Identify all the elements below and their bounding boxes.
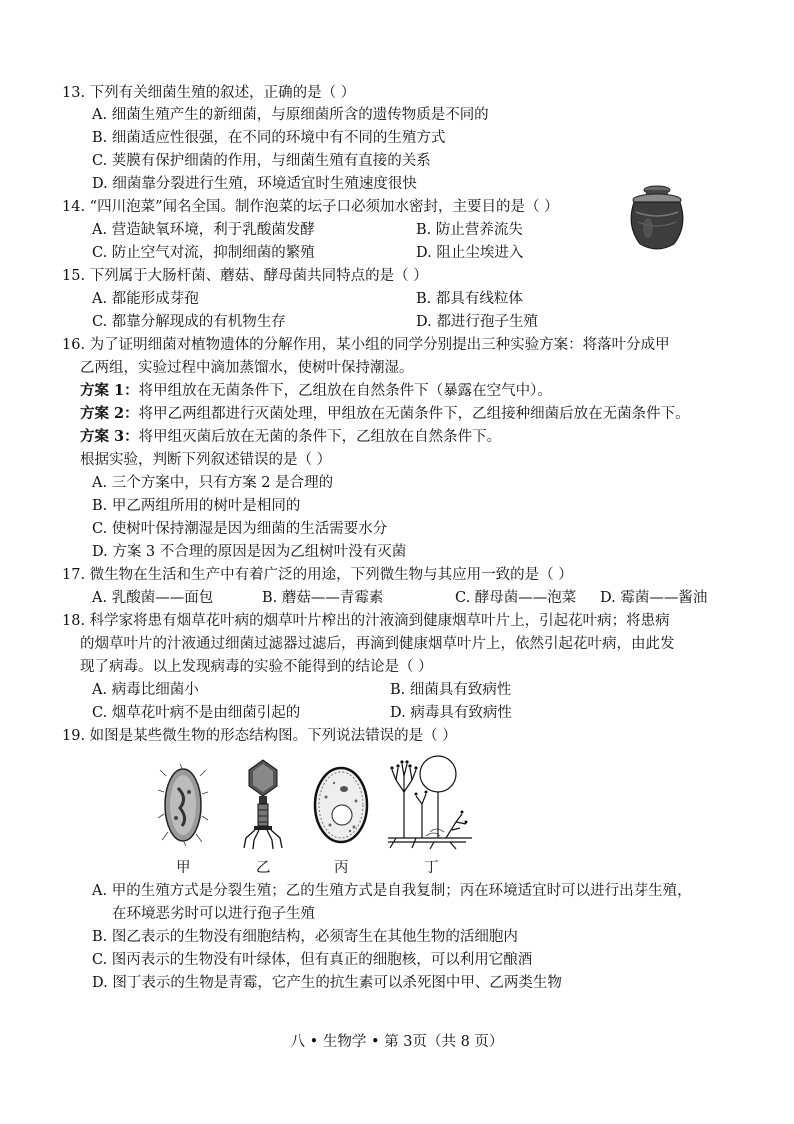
q18-option-c: C. 烟草花叶病不是由细菌引起的 [92,705,301,721]
q15-option-b: B. 都具有线粒体 [416,291,523,307]
q17-option-d: D. 霉菌——酱油 [600,590,708,606]
q13-option-a: A. 细菌生殖产生的新细菌，与原细菌所含的遗传物质是不同的 [92,107,489,123]
q13-stem: 13. 下列有关细菌生殖的叙述，正确的是（ ） [62,85,356,101]
q18-option-d: D. 病毒具有致病性 [390,705,512,721]
q13-option-c: C. 荚膜有保护细菌的作用，与细菌生殖有直接的关系 [92,153,431,169]
q18-stem-line1: 18. 科学家将患有烟草花叶病的烟草叶片榨出的汁液滴到健康烟草叶片上，引起花叶病；将患病 [62,613,670,629]
q15-stem: 15. 下列属于大肠杆菌、蘑菇、酵母菌共同特点的是（ ） [62,268,428,284]
q16-option-d: D. 方案 3 不合理的原因是因为乙组树叶没有灭菌 [92,544,407,560]
q18-option-b: B. 细菌具有致病性 [390,682,512,698]
q16-plan1-text: 将甲组放在无菌条件下，乙组放在自然条件下（暴露在空气中）。 [138,383,552,399]
q17-stem: 17. 微生物在生活和生产中有着广泛的用途，下列微生物与其应用一致的是（ ） [62,567,573,583]
q19-option-b: B. 图乙表示的生物没有细胞结构，必须寄生在其他生物的活细胞内 [92,929,518,945]
q13-option-d: D. 细菌靠分裂进行生殖，环境适宜时生殖速度很快 [92,176,417,192]
bacterium-figure [158,764,208,846]
q16-plan2-text: 将甲乙两组都进行灭菌处理，甲组放在无菌条件下，乙组接种细菌后放在无菌条件下。 [138,406,690,422]
q16-plan1 [80,380,552,402]
q19-option-a-line2: 在环境恶劣时可以进行孢子生殖 [112,906,315,922]
q16-option-a: A. 三个方案中，只有方案 2 是合理的 [92,475,334,491]
q15-option-a: A. 都能形成芽孢 [92,291,199,307]
q17-option-c: C. 酵母菌——泡菜 [455,590,577,606]
yeast-figure [312,765,370,845]
q14-option-b: B. 防止营养流失 [416,222,523,238]
q16-option-b: B. 甲乙两组所用的树叶是相同的 [92,498,301,514]
q16-plan2 [80,403,690,425]
q16-ask: 根据实验，判断下列叙述错误的是（ ） [80,452,332,468]
q18-option-a: A. 病毒比细菌小 [92,682,199,698]
q16-plan1-label: 方案 1： [80,382,139,399]
q14-option-c: C. 防止空气对流，抑制细菌的繁殖 [92,245,315,261]
page-footer: 八 • 生物学 • 第 3页（共 8 页） [290,1034,504,1050]
q19-stem: 19. 如图是某些微生物的形态结构图。下列说法错误的是（ ） [62,728,457,744]
q18-stem-line3: 现了病毒。以上发现病毒的实验不能得到的结论是（ ） [80,659,433,675]
q16-plan3 [80,426,501,448]
q19-option-d: D. 图丁表示的生物是青霉，它产生的抗生素可以杀死图中甲、乙两类生物 [92,975,562,991]
q16-plan2-label: 方案 2： [80,405,139,422]
q16-plan3-text: 将甲组灭菌后放在无菌的条件下，乙组放在自然条件下。 [138,429,502,445]
q14-stem: 14. “四川泡菜”闻名全国。制作泡菜的坛子口必须加水密封，主要目的是（ ） [62,199,559,215]
figure-label-ding: 丁 [424,860,439,876]
q19-option-a-line1: A. 甲的生殖方式是分裂生殖；乙的生殖方式是自我复制；丙在环境适宜时可以进行出芽生殖， [92,883,692,899]
figure-label-yi: 乙 [256,860,271,876]
q16-option-c: C. 使树叶保持潮湿是因为细菌的生活需要水分 [92,521,388,537]
q19-option-c: C. 图丙表示的生物没有叶绿体，但有真正的细胞核，可以利用它酿酒 [92,952,533,968]
figure-label-bing: 丙 [334,860,349,876]
q17-option-a: A. 乳酸菌——面包 [92,590,214,606]
q15-option-d: D. 都进行孢子生殖 [416,314,538,330]
q14-option-d: D. 阻止尘埃进入 [416,245,524,261]
q17-option-b: B. 蘑菇——青霉素 [262,590,384,606]
q13-option-b: B. 细菌适应性很强，在不同的环境中有不同的生殖方式 [92,130,446,146]
q16-plan3-label: 方案 3： [80,428,139,445]
q18-stem-line2: 的烟草叶片的汁液通过细菌过滤器过滤后，再滴到健康烟草叶片上，依然引起花叶病，由此发 [80,636,675,652]
figure-label-jia: 甲 [176,860,191,876]
mold-figure [386,752,478,850]
q14-option-a: A. 营造缺氧环境，利于乳酸菌发酵 [92,222,315,238]
pickle-jar-figure [624,182,690,254]
q16-stem-line2: 乙两组，实验过程中滴加蒸馏水，使树叶保持潮湿。 [80,360,414,376]
bacteriophage-figure [240,758,286,850]
q16-stem-line1: 16. 为了证明细菌对植物遗体的分解作用，某小组的同学分别提出三种实验方案：将落叶分成甲 [62,337,670,353]
q15-option-c: C. 都靠分解现成的有机物生存 [92,314,286,330]
